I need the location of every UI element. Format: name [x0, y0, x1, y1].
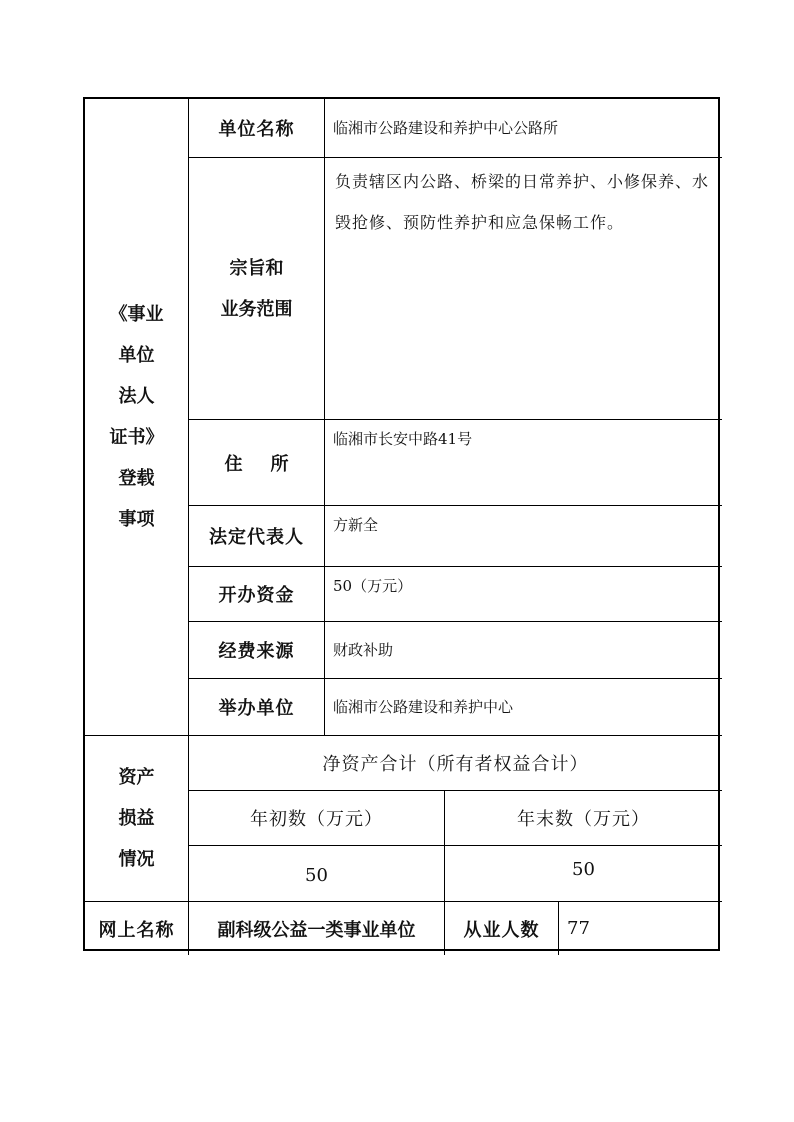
legal-rep-label: 法定代表人 — [189, 506, 325, 567]
ending-value: 50 — [445, 846, 722, 902]
online-name-label: 网上名称 — [85, 902, 189, 955]
ending-header: 年末数（万元） — [445, 791, 722, 846]
registration-table — [83, 97, 720, 951]
staff-value: 77 — [567, 917, 590, 939]
sponsor-label: 举办单位 — [189, 679, 325, 736]
online-name-value: 副科级公益一类事业单位 — [189, 902, 445, 955]
purpose-scope-label: 宗旨和 业务范围 — [189, 158, 325, 420]
net-assets-header: 净资产合计（所有者权益合计） — [189, 736, 722, 791]
capital-value: 50（万元） — [325, 567, 722, 622]
residence-label — [189, 420, 325, 506]
capital-label: 开办资金 — [189, 567, 325, 622]
beginning-value: 50 — [189, 846, 445, 902]
purpose-scope-value: 负责辖区内公路、桥梁的日常养护、小修保养、水毁抢修、预防性养护和应急保畅工作。 — [325, 158, 722, 420]
assets-label: 资产 损益 情况 — [85, 736, 189, 902]
residence-value: 临湘市长安中路41号 — [325, 420, 722, 506]
funding-source-label: 经费来源 — [189, 622, 325, 679]
staff-label: 从业人数 — [445, 902, 559, 955]
registration-items-label: 《事业 单位 法人 证书》 登载 事项 — [85, 99, 189, 736]
unit-name-value: 临湘市公路建设和养护中心公路所 — [325, 99, 722, 158]
unit-name-label: 单位名称 — [189, 99, 325, 158]
beginning-header: 年初数（万元） — [189, 791, 445, 846]
residence-label-text: 住所 — [224, 453, 317, 475]
sponsor-value: 临湘市公路建设和养护中心 — [325, 679, 722, 736]
funding-source-value: 财政补助 — [325, 622, 722, 679]
legal-rep-value: 方新全 — [325, 506, 722, 567]
